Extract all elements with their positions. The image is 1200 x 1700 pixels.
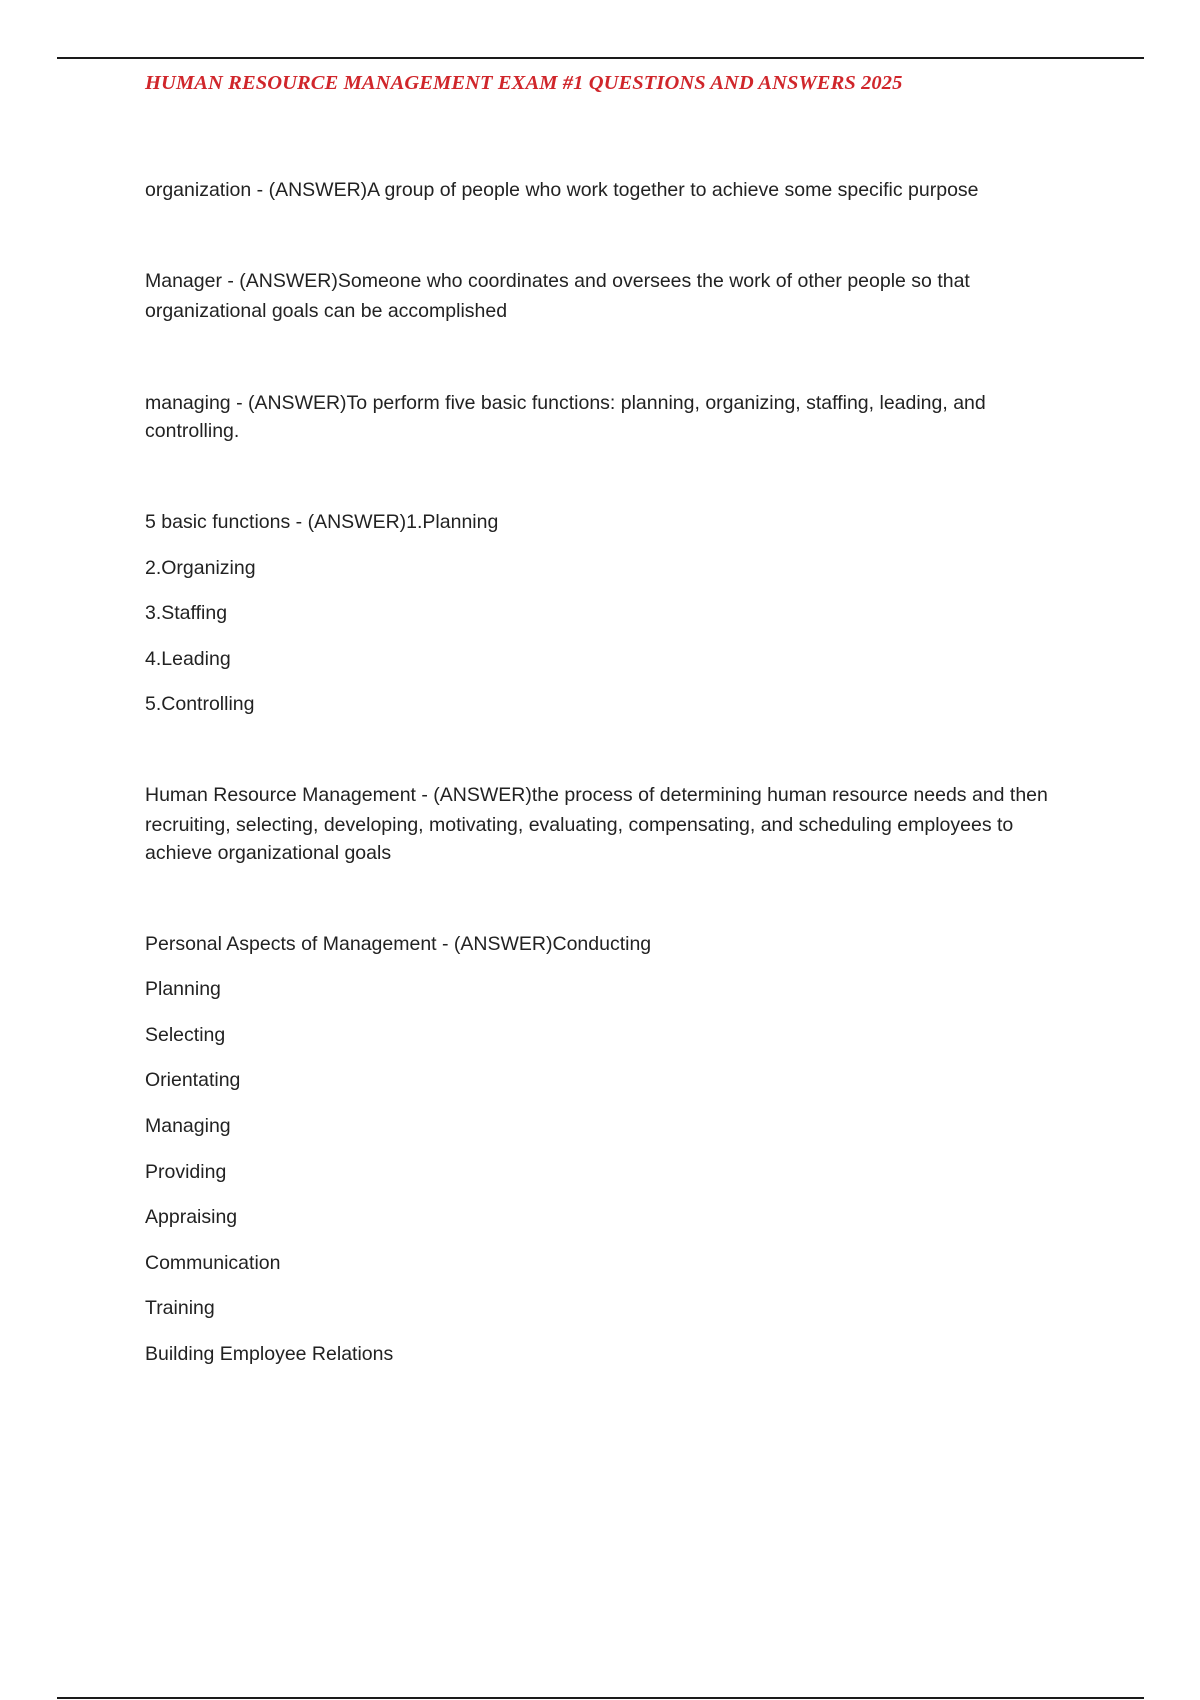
basic-functions-item: 3.Staffing <box>145 602 228 624</box>
entry-hrm-line-2: recruiting, selecting, developing, motivating, evaluating, compensating, and scheduling employees to <box>145 814 1014 836</box>
personal-aspects-item: Training <box>145 1297 215 1319</box>
entry-basic-functions-line-1: 5 basic functions - (ANSWER)1.Planning <box>145 511 499 533</box>
bottom-rule <box>57 1697 1144 1699</box>
entry-managing-line-1: managing - (ANSWER)To perform five basic functions: planning, organizing, staffing, leading, and <box>145 392 986 414</box>
personal-aspects-item: Orientating <box>145 1069 241 1091</box>
entry-hrm-line-1: Human Resource Management - (ANSWER)the process of determining human resource needs and then <box>145 784 1048 806</box>
entry-personal-aspects-line-1: Personal Aspects of Management - (ANSWER)Conducting <box>145 933 652 955</box>
basic-functions-item: 5.Controlling <box>145 693 255 715</box>
top-rule <box>57 57 1144 59</box>
entry-managing-line-2: controlling. <box>145 420 240 442</box>
entry-manager-line-2: organizational goals can be accomplished <box>145 300 508 322</box>
basic-functions-item: 4.Leading <box>145 648 231 670</box>
document-title: HUMAN RESOURCE MANAGEMENT EXAM #1 QUESTIONS AND ANSWERS 2025 <box>145 72 903 94</box>
basic-functions-item: 2.Organizing <box>145 557 256 579</box>
personal-aspects-item: Managing <box>145 1115 231 1137</box>
personal-aspects-item: Selecting <box>145 1024 226 1046</box>
personal-aspects-item: Building Employee Relations <box>145 1343 394 1365</box>
personal-aspects-item: Appraising <box>145 1206 238 1228</box>
entry-organization-line-1: organization - (ANSWER)A group of people who work together to achieve some specific purpose <box>145 179 979 201</box>
entry-manager-line-1: Manager - (ANSWER)Someone who coordinates and oversees the work of other people so that <box>145 270 970 292</box>
personal-aspects-item: Communication <box>145 1252 281 1274</box>
entry-hrm-line-3: achieve organizational goals <box>145 842 392 864</box>
personal-aspects-item: Planning <box>145 978 221 1000</box>
personal-aspects-item: Providing <box>145 1161 227 1183</box>
